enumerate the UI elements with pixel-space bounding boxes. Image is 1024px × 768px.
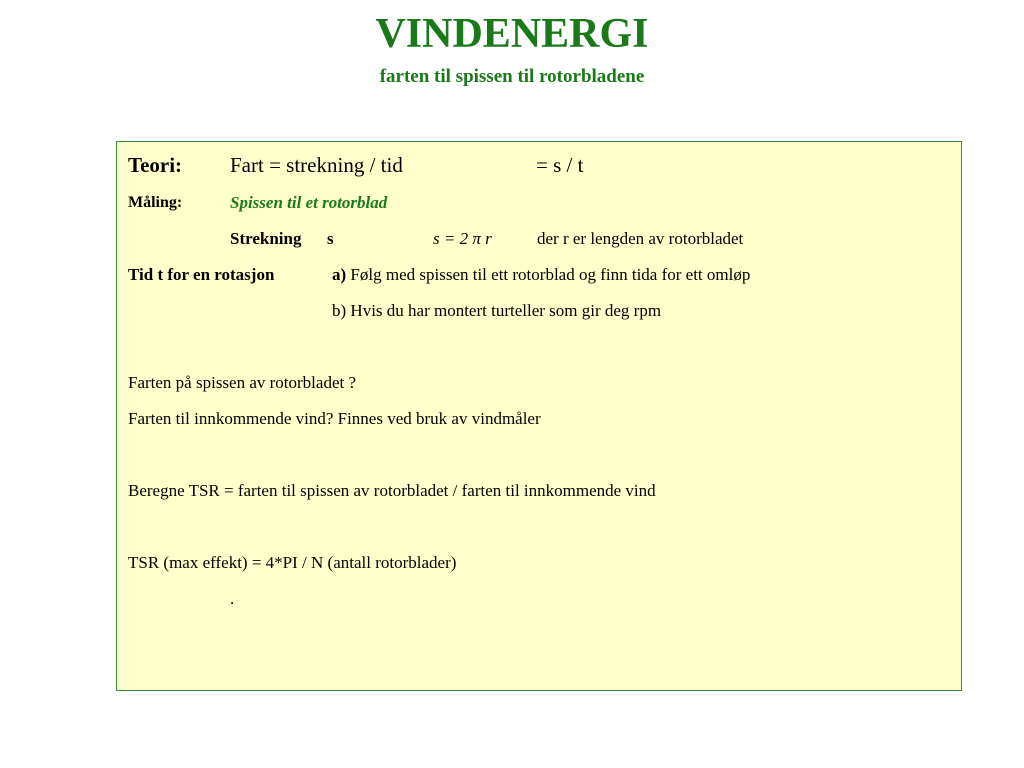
dot: . — [230, 589, 235, 608]
maling-label: Måling: — [128, 194, 183, 211]
strekning-note: der r er lengden av rotorbladet — [537, 229, 744, 248]
strekning-symbol: s — [327, 229, 334, 248]
tid-a-label: a) — [332, 265, 347, 284]
maling-text: Spissen til et rotorblad — [230, 193, 388, 212]
tid-label: Tid t for en rotasjon — [128, 265, 275, 284]
question-wind: Farten til innkommende vind? Finnes ved bruk av vindmåler — [128, 409, 541, 428]
question-tip: Farten på spissen av rotorbladet ? — [128, 373, 357, 392]
tsr-calc: Beregne TSR = farten til spissen av rotorbladet / farten til innkommende vind — [128, 481, 656, 500]
page-subtitle: farten til spissen til rotorbladene — [379, 66, 645, 87]
strekning-label: Strekning — [230, 229, 302, 248]
tid-b-text: b) Hvis du har montert turteller som gir deg rpm — [332, 301, 662, 320]
teori-formula: = s / t — [536, 153, 584, 177]
tid-a-text: Følg med spissen til ett rotorblad og finn tida for ett omløp — [346, 265, 751, 284]
teori-text: Fart = strekning / tid — [230, 153, 403, 177]
tid-a-line — [332, 264, 750, 286]
page-title: VINDENERGI — [375, 11, 649, 57]
strekning-formula: s = 2 π r — [433, 229, 492, 248]
content-box — [116, 141, 962, 691]
tsr-max: TSR (max effekt) = 4*PI / N (antall rotorblader) — [128, 553, 457, 572]
teori-label: Teori: — [128, 153, 183, 177]
